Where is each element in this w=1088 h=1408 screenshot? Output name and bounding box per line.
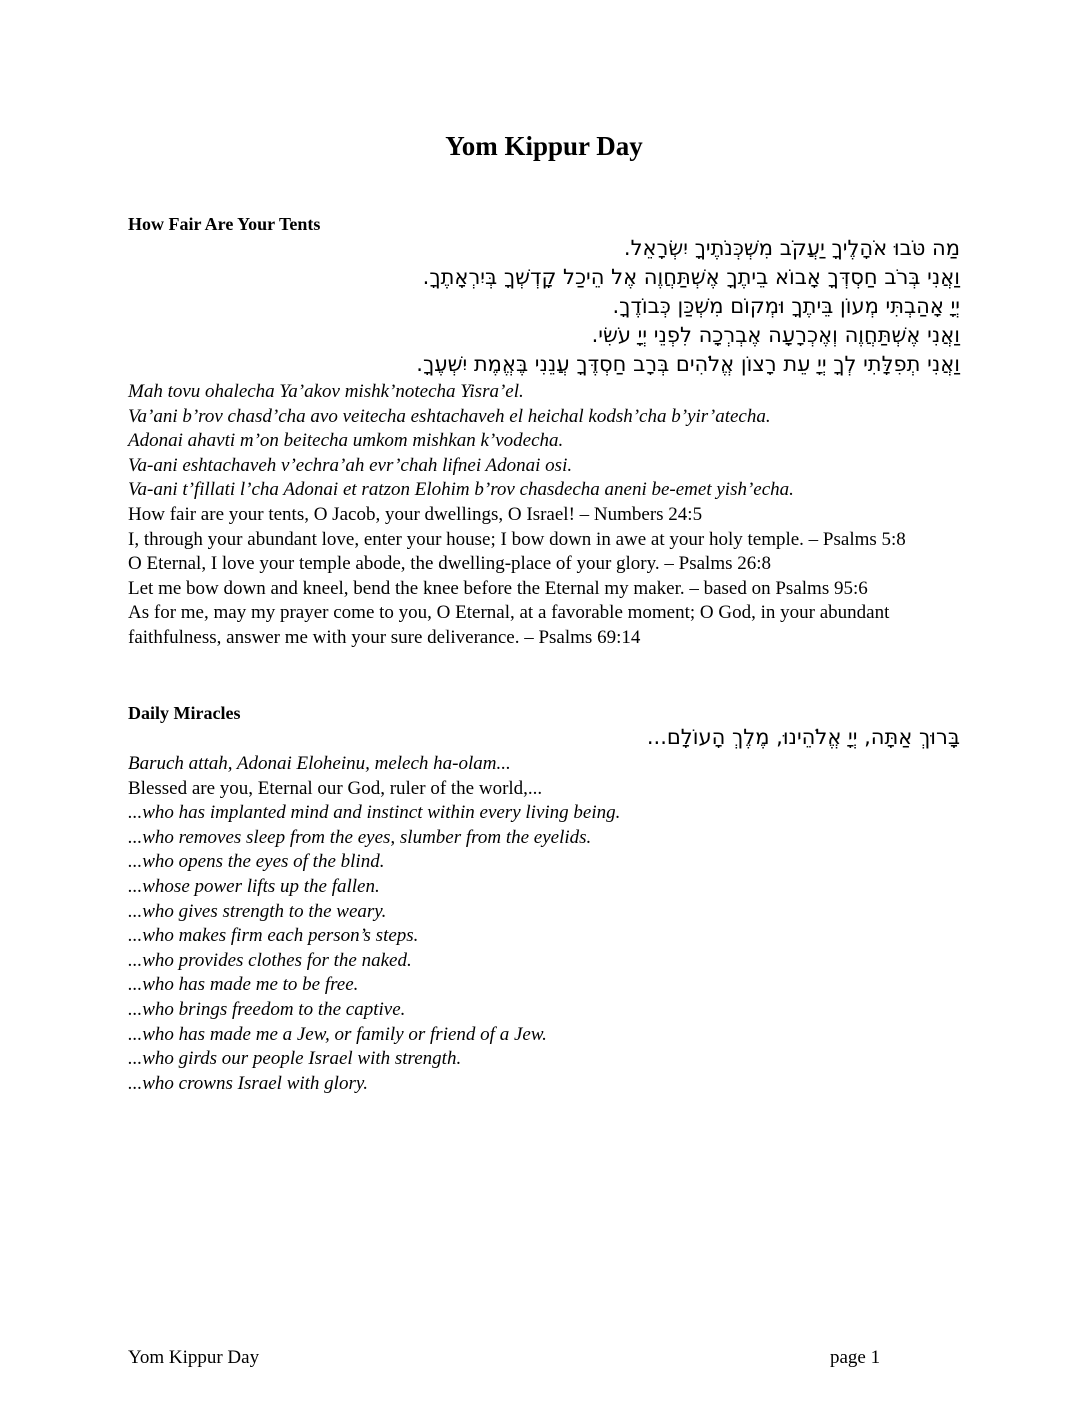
transliteration-line: Va-ani eshtachaveh v’echra’ah evr’chah lifnei Adonai osi. (128, 454, 573, 476)
translation-line: I, through your abundant love, enter your house; I bow down in awe at your holy temple. – Psalms 5:8 (128, 528, 906, 550)
miracles-text-block (128, 752, 973, 1096)
hebrew-line: מַה טֹּבוּ אֹהָלֶיךָ יַעֲקֹב מִשְׁכְּנֹתֶיךָ יִשְׂרָאֵל. (623, 236, 960, 260)
miracle-line: ...who brings freedom to the captive. (128, 998, 406, 1020)
transliteration-line: Baruch attah, Adonai Eloheinu, melech ha-olam... (128, 753, 511, 774)
translation-line: Blessed are you, Eternal our God, ruler of the world,... (128, 777, 543, 799)
miracle-line: ...who makes firm each person’s steps. (128, 925, 419, 947)
hebrew-line: וַאֲנִי תְפִלָּתִי לְךָ יְיָ עֵת רָצוֹן אֱלֹהִים בְּרָב חַסְדֶּךָ עֲנֵנִי בֶּאֱמֶת יִשְׁעֶךָ. (416, 352, 960, 376)
hebrew-line: וַאֲנִי אֶשְׁתַּחֲוֶה וְאֶכְרָעָה אֶבְרְכָה לִפְנֵי יְיָ עֹשִׂי. (591, 323, 960, 347)
page-title: Yom Kippur Day (445, 131, 643, 161)
transliteration-line: Adonai ahavti m’on beitecha umkom mishkan k’vodecha. (128, 430, 564, 452)
tents-text-block (128, 380, 973, 651)
section-heading-tents: How Fair Are Your Tents (128, 214, 321, 234)
footer-title: Yom Kippur Day (128, 1347, 260, 1368)
translation-line: As for me, may my prayer come to you, O Eternal, at a favorable moment; O God, in your abundant faithfulness, answer me with your sure deliverance. – Psalms 69:14 (128, 602, 890, 648)
miracle-line: ...who has made me a Jew, or family or friend of a Jew. (128, 1023, 547, 1045)
miracle-line: ...whose power lifts up the fallen. (128, 875, 380, 897)
miracle-line: ...who gives strength to the weary. (128, 900, 387, 922)
miracle-line: ...who opens the eyes of the blind. (128, 851, 385, 873)
hebrew-block-miracles (128, 723, 960, 752)
translation-line: O Eternal, I love your temple abode, the dwelling-place of your glory. – Psalms 26:8 (128, 553, 772, 575)
miracle-line: ...who provides clothes for the naked. (128, 949, 412, 971)
hebrew-block-tents (128, 234, 960, 379)
hebrew-line: בָּרוּךְ אַתָּה, יְיָ אֱלֹהֵינוּ, מֶלֶךְ הָעוֹלָם... (646, 725, 960, 749)
miracle-line: ...who has made me to be free. (128, 974, 359, 996)
hebrew-line: וַאֲנִי בְּרֹב חַסְדְּךָ אָבוֹא בֵיתֶךָ אֶשְׁתַּחֲוֶה אֶל הֵיכַל קָדְשְׁךָ בְּיִרְאָתֶךָ. (422, 265, 960, 289)
translation-line: How fair are your tents, O Jacob, your dwellings, O Israel! – Numbers 24:5 (128, 503, 703, 525)
transliteration-line: Mah tovu ohalecha Ya’akov mishk’notecha Yisra’el. (128, 381, 524, 402)
page-number: page 1 (830, 1347, 881, 1368)
miracle-line: ...who removes sleep from the eyes, slumber from the eyelids. (128, 826, 592, 848)
section-heading-miracles: Daily Miracles (128, 703, 241, 723)
transliteration-line: Va’ani b’rov chasd’cha avo veitecha eshtachaveh el heichal kodsh’cha b’yir’atecha. (128, 405, 771, 427)
transliteration-line: Va-ani t’fillati l’cha Adonai et ratzon Elohim b’rov chasdecha aneni be-emet yish’echa. (128, 479, 794, 501)
miracle-line: ...who has implanted mind and instinct within every living being. (128, 802, 621, 824)
hebrew-line: יְיָ אָהַבְתִּי מְעוֹן בֵּיתֶךָ וּמְקוֹם מִשְׁכַּן כְּבוֹדֶךָ. (612, 294, 960, 318)
translation-line: Let me bow down and kneel, bend the knee before the Eternal my maker. – based on Psalms 95:6 (128, 577, 868, 599)
miracle-line: ...who girds our people Israel with strength. (128, 1048, 462, 1070)
miracle-line: ...who crowns Israel with glory. (128, 1072, 368, 1094)
